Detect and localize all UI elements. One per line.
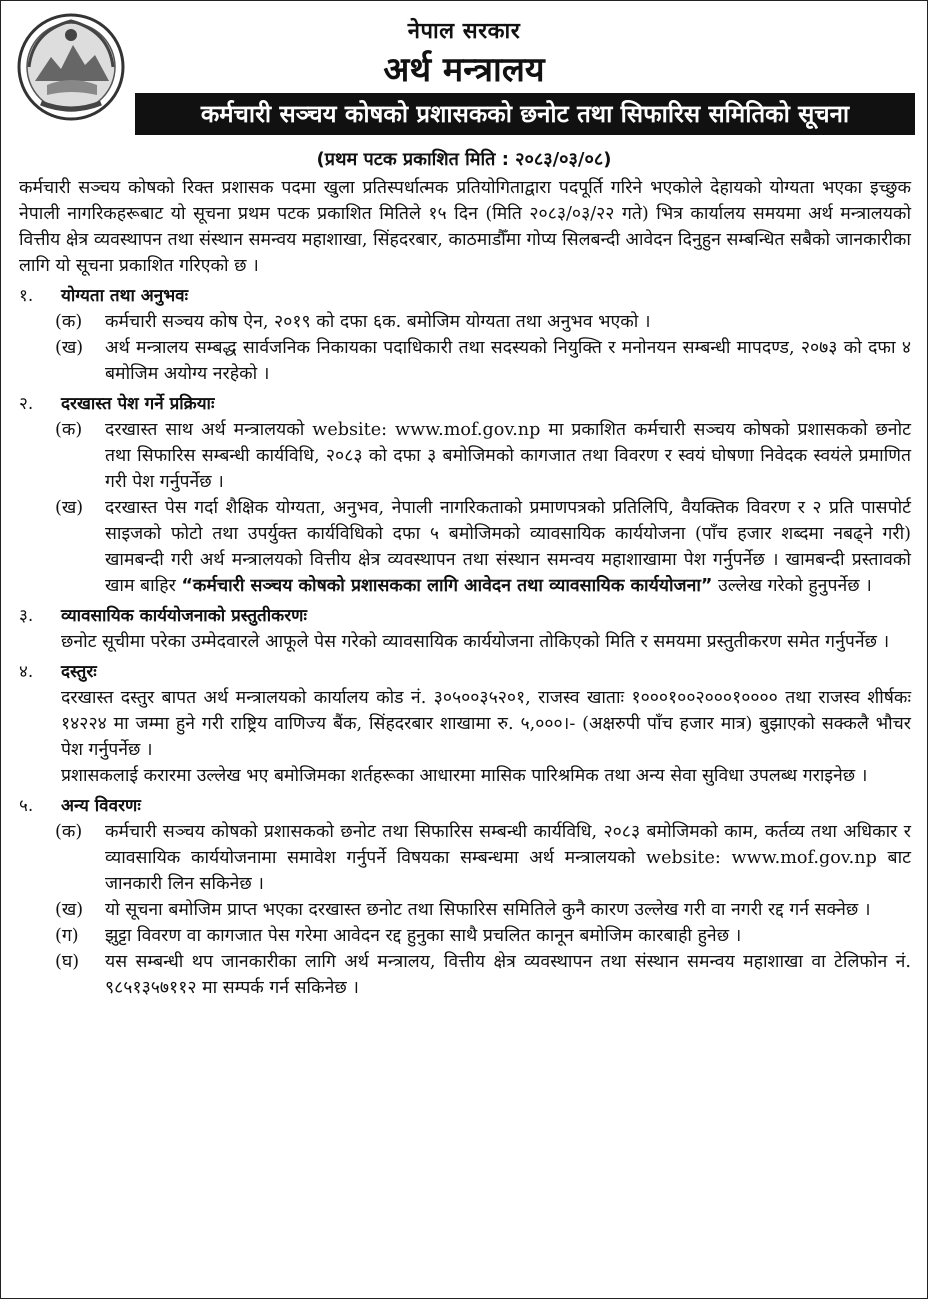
section-number: ३. xyxy=(19,606,34,626)
list-item xyxy=(55,923,911,949)
section-number: २. xyxy=(19,394,34,414)
item-text-part: दरखास्त पेस गर्दा शैक्षिक योग्यता, अनुभव, नेपाली नागरिकताको प्रमाणपत्रको प्रतिलिपि, वैयक्तिक विवरण र २ प्रति पासपोर्ट साइजको फोटो तथा उपर्युक्त कार्यविधिको दफा ५ बमोजिमको व्यावसायिक कार्ययोजना (पाँच हजार शब्दमा नबढ्ने गरी) खामबन्दी गरी अर्थ मन्त्रालयको वित्तीय क्षेत्र व्यवस्थापन तथा संस्थान समन्वय महाशाखामा पेश गर्नुपर्नेछ । खामबन्दी प्रस्तावको खाम बाहिर xyxy=(105,498,911,596)
government-name: नेपाल सरकार xyxy=(407,19,521,44)
envelope-label-text: “कर्मचारी सञ्चय कोषको प्रशासकका लागि आवेदन तथा व्यावसायिक कार्ययोजना” xyxy=(181,576,713,596)
item-marker: (ख) xyxy=(55,498,84,518)
item-text: दरखास्त साथ अर्थ मन्त्रालयको website: www.mof.gov.np मा प्रकाशित कर्मचारी सञ्चय कोषको प्रशासकको छनोट तथा सिफारिस सम्बन्धी कार्यविधि, २०८३ को दफा ३ बमोजिमको कागजात तथा विवरण र स्वयं घोषणा निवेदक स्वयंले प्रमाणित गरी पेश गर्नुपर्नेछ । xyxy=(105,420,911,492)
list-item xyxy=(55,495,911,599)
section-fee xyxy=(19,659,911,789)
item-text: यो सूचना बमोजिम प्राप्त भएका दरखास्त छनोट तथा सिफारिस समितिले कुनै कारण उल्लेख गरी वा नगरी रद्द गर्न सक्नेछ । xyxy=(105,900,871,920)
item-text: झुट्टा विवरण वा कागजात पेस गरेमा आवेदन रद्द हुनुका साथै प्रचलित कानून बमोजिम कारबाही हुनेछ । xyxy=(105,926,742,946)
section-title: अन्य विवरणः xyxy=(61,796,141,816)
section-title: व्यावसायिक कार्ययोजनाको प्रस्तुतीकरणः xyxy=(61,606,307,626)
publish-date: (प्रथम पटक प्रकाशित मिति : २०८३/०३/०८) xyxy=(316,149,612,170)
section-other-details xyxy=(19,793,911,1001)
item-marker: (घ) xyxy=(55,952,80,972)
item-marker: (क) xyxy=(55,312,83,332)
section-title: योग्यता तथा अनुभवः xyxy=(61,286,189,306)
item-marker: (ग) xyxy=(55,926,79,946)
section-qualification xyxy=(19,283,911,387)
item-text xyxy=(105,495,911,599)
list-item xyxy=(55,417,911,495)
list-item xyxy=(55,949,911,1001)
item-text: कर्मचारी सञ्चय कोष ऐन, २०१९ को दफा ६क. बमोजिम योग्यता तथा अनुभव भएको । xyxy=(105,312,651,332)
section-title: दरखास्त पेश गर्ने प्रक्रियाः xyxy=(61,394,215,414)
section-number: ५. xyxy=(19,796,34,816)
item-text: कर्मचारी सञ्चय कोषको प्रशासकको छनोट तथा सिफारिस सम्बन्धी कार्यविधि, २०८३ बमोजिमको काम, कर्तव्य तथा अधिकार र व्यावसायिक कार्ययोजनामा समावेश गर्नुपर्ने विषयका सम्बन्धमा अर्थ मन्त्रालयको website: www.mof.gov.np बाट जानकारी लिन सकिनेछ । xyxy=(105,822,911,894)
list-item xyxy=(55,897,911,923)
section-application-process xyxy=(19,391,911,599)
notice-content xyxy=(19,175,911,1001)
item-marker: (ख) xyxy=(55,900,84,920)
intro-paragraph: कर्मचारी सञ्चय कोषको रिक्त प्रशासक पदमा खुला प्रतिस्पर्धात्मक प्रतियोगिताद्वारा पदपूर्ति गरिने भएकोले देहायको योग्यता भएका इच्छुक नेपाली नागरिकहरूबाट यो सूचना प्रथम पटक प्रकाशित मितिले १५ दिन (मिति २०८३/०३/२२ गते) भित्र कार्यालय समयमा अर्थ मन्त्रालयको वित्तीय क्षेत्र व्यवस्थापन तथा संस्थान समन्वय महाशाखा, सिंहदरबार, काठमाडौँमा गोप्य सिलबन्दी आवेदन दिनुहुन सम्बन्धित सबैको जानकारीका लागि यो सूचना प्रकाशित गरिएको छ । xyxy=(19,178,911,276)
ministry-name: अर्थ मन्त्रालय xyxy=(383,50,545,90)
list-item xyxy=(55,309,911,335)
section-number: १. xyxy=(19,286,34,306)
item-marker: (क) xyxy=(55,420,83,440)
section-presentation xyxy=(19,603,911,655)
section-body: प्रशासकलाई करारमा उल्लेख भए बमोजिमका शर्तहरूका आधारमा मासिक पारिश्रमिक तथा अन्य सेवा सुविधा उपलब्ध गराइनेछ । xyxy=(61,766,868,786)
list-item xyxy=(55,819,911,897)
item-marker: (क) xyxy=(55,822,83,842)
item-text-part: उल्लेख गरेको हुनुपर्नेछ । xyxy=(712,576,872,596)
section-body: दरखास्त दस्तुर बापत अर्थ मन्त्रालयको कार्यालय कोड नं. ३०५००३५२०१, राजस्व खाताः १०००१००२०००१०००० तथा राजस्व शीर्षकः १४२२४ मा जम्मा हुने गरी राष्ट्रिय वाणिज्य बैंक, सिंहदरबार शाखामा रु. ५,०००।- (अक्षरुपी पाँच हजार मात्र) बुझाएको सक्कलै भौचर पेश गर्नुपर्नेछ । xyxy=(61,688,911,760)
section-body: छनोट सूचीमा परेका उम्मेदवारले आफूले पेस गरेको व्यावसायिक कार्ययोजना तोकिएको मिति र समयमा प्रस्तुतीकरण समेत गर्नुपर्नेछ । xyxy=(61,632,890,652)
section-number: ४. xyxy=(19,662,34,682)
item-text: अर्थ मन्त्रालय सम्बद्ध सार्वजनिक निकायका पदाधिकारी तथा सदस्यको नियुक्ति र मनोनयन सम्बन्धी मापदण्ड, २०७३ को दफा ४ बमोजिम अयोग्य नरहेको । xyxy=(105,338,911,384)
section-title: दस्तुरः xyxy=(61,662,97,682)
item-marker: (ख) xyxy=(55,338,84,358)
notice-title-banner: कर्मचारी सञ्चय कोषको प्रशासकको छनोट तथा सिफारिस समितिको सूचना xyxy=(135,93,915,135)
list-item xyxy=(55,335,911,387)
item-text: यस सम्बन्धी थप जानकारीका लागि अर्थ मन्त्रालय, वित्तीय क्षेत्र व्यवस्थापन तथा संस्थान समन्वय महाशाखा वा टेलिफोन नं. ९८५१३५७११२ मा सम्पर्क गर्न सकिनेछ । xyxy=(105,952,911,998)
